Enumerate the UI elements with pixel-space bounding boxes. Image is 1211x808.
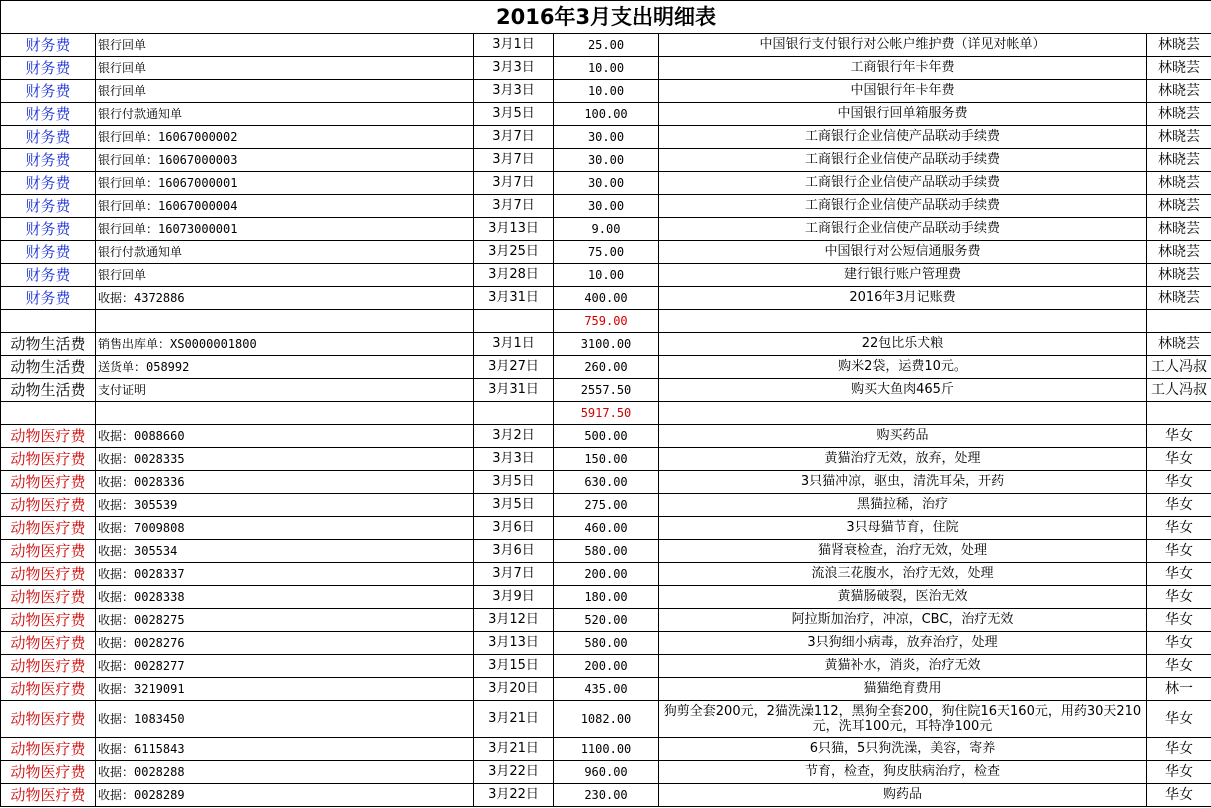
- category-cell[interactable]: 动物生活费: [1, 379, 96, 402]
- date-cell[interactable]: 3月21日: [474, 738, 554, 761]
- description-cell[interactable]: 黄猫补水，消炎，治疗无效: [659, 655, 1147, 678]
- category-cell[interactable]: 动物医疗费: [1, 761, 96, 784]
- category-cell[interactable]: 动物医疗费: [1, 678, 96, 701]
- amount-cell[interactable]: 30.00: [554, 195, 659, 218]
- amount-cell[interactable]: 500.00: [554, 425, 659, 448]
- date-cell[interactable]: 3月2日: [474, 425, 554, 448]
- description-cell[interactable]: 购买药品: [659, 425, 1147, 448]
- date-cell[interactable]: 3月1日: [474, 333, 554, 356]
- person-cell[interactable]: 华女: [1147, 655, 1211, 678]
- category-cell[interactable]: 动物医疗费: [1, 784, 96, 807]
- amount-cell[interactable]: 275.00: [554, 494, 659, 517]
- empty-cell[interactable]: [1, 402, 96, 425]
- date-cell[interactable]: 3月31日: [474, 287, 554, 310]
- date-cell[interactable]: 3月28日: [474, 264, 554, 287]
- amount-cell[interactable]: 30.00: [554, 126, 659, 149]
- description-cell[interactable]: 黑猫拉稀，治疗: [659, 494, 1147, 517]
- person-cell[interactable]: 华女: [1147, 738, 1211, 761]
- table-row: [1, 287, 1211, 310]
- category-cell[interactable]: 动物医疗费: [1, 494, 96, 517]
- category-cell[interactable]: 动物医疗费: [1, 448, 96, 471]
- description-cell[interactable]: 流浪三花腹水，治疗无效，处理: [659, 563, 1147, 586]
- description-cell[interactable]: 节育，检查，狗皮肤病治疗，检查: [659, 761, 1147, 784]
- amount-cell[interactable]: 2557.50: [554, 379, 659, 402]
- date-cell[interactable]: 3月21日: [474, 701, 554, 738]
- category-cell[interactable]: 财务费: [1, 57, 96, 80]
- person-cell[interactable]: 林晓芸: [1147, 333, 1211, 356]
- description-cell[interactable]: 工商银行企业信使产品联动手续费: [659, 149, 1147, 172]
- category-cell[interactable]: 财务费: [1, 80, 96, 103]
- category-cell[interactable]: 动物医疗费: [1, 655, 96, 678]
- description-cell[interactable]: 3只母猫节育，住院: [659, 517, 1147, 540]
- empty-cell[interactable]: [659, 402, 1147, 425]
- table-row: [1, 761, 1211, 784]
- date-cell[interactable]: 3月7日: [474, 563, 554, 586]
- person-cell[interactable]: 林晓芸: [1147, 34, 1211, 57]
- date-cell[interactable]: 3月22日: [474, 761, 554, 784]
- category-cell[interactable]: 动物医疗费: [1, 563, 96, 586]
- table-row: [1, 655, 1211, 678]
- person-cell[interactable]: 华女: [1147, 471, 1211, 494]
- empty-cell[interactable]: [1147, 310, 1211, 333]
- description-cell[interactable]: 黄猫治疗无效，放弃，处理: [659, 448, 1147, 471]
- category-cell[interactable]: 动物生活费: [1, 333, 96, 356]
- empty-cell[interactable]: [474, 310, 554, 333]
- description-cell[interactable]: 工商银行年卡年费: [659, 57, 1147, 80]
- category-cell[interactable]: 财务费: [1, 195, 96, 218]
- table-row: [1, 379, 1211, 402]
- document-cell[interactable]: 收据：7009808: [96, 517, 474, 540]
- table-row: [1, 264, 1211, 287]
- amount-cell[interactable]: 630.00: [554, 471, 659, 494]
- date-cell[interactable]: 3月22日: [474, 784, 554, 807]
- amount-cell[interactable]: 230.00: [554, 784, 659, 807]
- document-cell[interactable]: 支付证明: [96, 379, 474, 402]
- finance-subtotal-row: [1, 310, 1211, 333]
- description-cell[interactable]: 工商银行企业信使产品联动手续费: [659, 126, 1147, 149]
- table-row: [1, 241, 1211, 264]
- person-cell[interactable]: 林晓芸: [1147, 287, 1211, 310]
- category-cell[interactable]: 财务费: [1, 264, 96, 287]
- date-cell[interactable]: 3月5日: [474, 494, 554, 517]
- description-cell[interactable]: 3只猫冲凉，驱虫，清洗耳朵，开药: [659, 471, 1147, 494]
- amount-cell[interactable]: 30.00: [554, 172, 659, 195]
- table-row: [1, 784, 1211, 807]
- amount-cell[interactable]: 200.00: [554, 655, 659, 678]
- person-cell[interactable]: 华女: [1147, 586, 1211, 609]
- date-cell[interactable]: 3月13日: [474, 632, 554, 655]
- living-subtotal[interactable]: 5917.50: [554, 402, 659, 425]
- category-cell[interactable]: 财务费: [1, 172, 96, 195]
- person-cell[interactable]: 华女: [1147, 609, 1211, 632]
- description-cell[interactable]: 狗剪全套200元，2猫洗澡112，黑狗全套200，狗住院16天160元，用药30天210元，洗耳100元，耳特净100元: [659, 701, 1147, 738]
- document-cell[interactable]: 销售出库单：XS0000001800: [96, 333, 474, 356]
- table-row: [1, 471, 1211, 494]
- person-cell[interactable]: 华女: [1147, 494, 1211, 517]
- table-row: [1, 563, 1211, 586]
- document-cell[interactable]: 收据：6115843: [96, 738, 474, 761]
- table-row: [1, 218, 1211, 241]
- date-cell[interactable]: 3月3日: [474, 448, 554, 471]
- table-row: [1, 678, 1211, 701]
- category-cell[interactable]: 动物医疗费: [1, 738, 96, 761]
- table-row: [1, 356, 1211, 379]
- date-cell[interactable]: 3月31日: [474, 379, 554, 402]
- date-cell[interactable]: 3月20日: [474, 678, 554, 701]
- description-cell[interactable]: 购买大鱼肉465斤: [659, 379, 1147, 402]
- amount-cell[interactable]: 10.00: [554, 80, 659, 103]
- amount-cell[interactable]: 10.00: [554, 57, 659, 80]
- table-row: [1, 126, 1211, 149]
- empty-cell[interactable]: [1147, 402, 1211, 425]
- document-cell[interactable]: 收据：305539: [96, 494, 474, 517]
- document-cell[interactable]: 收据：1083450: [96, 701, 474, 738]
- person-cell[interactable]: 林晓芸: [1147, 241, 1211, 264]
- document-cell[interactable]: 收据：0088660: [96, 425, 474, 448]
- description-cell[interactable]: 猫肾衰检查，治疗无效，处理: [659, 540, 1147, 563]
- amount-cell[interactable]: 30.00: [554, 149, 659, 172]
- amount-cell[interactable]: 435.00: [554, 678, 659, 701]
- person-cell[interactable]: 华女: [1147, 448, 1211, 471]
- document-cell[interactable]: 收据：305534: [96, 540, 474, 563]
- description-cell[interactable]: 中国银行年卡年费: [659, 80, 1147, 103]
- document-cell[interactable]: 银行回单：16067000002: [96, 126, 474, 149]
- date-cell[interactable]: 3月9日: [474, 586, 554, 609]
- person-cell[interactable]: 华女: [1147, 632, 1211, 655]
- description-cell[interactable]: 黄猫肠破裂，医治无效: [659, 586, 1147, 609]
- amount-cell[interactable]: 100.00: [554, 103, 659, 126]
- document-cell[interactable]: 收据：0028337: [96, 563, 474, 586]
- date-cell[interactable]: 3月6日: [474, 517, 554, 540]
- category-cell[interactable]: 财务费: [1, 287, 96, 310]
- person-cell[interactable]: 华女: [1147, 517, 1211, 540]
- person-cell[interactable]: 林晓芸: [1147, 126, 1211, 149]
- amount-cell[interactable]: 1082.00: [554, 701, 659, 738]
- amount-cell[interactable]: 960.00: [554, 761, 659, 784]
- person-cell[interactable]: 华女: [1147, 784, 1211, 807]
- document-cell[interactable]: 银行回单：16067000003: [96, 149, 474, 172]
- sheet-title: 2016年3月支出明细表: [1, 1, 1211, 34]
- document-cell[interactable]: 银行回单：16067000001: [96, 172, 474, 195]
- person-cell[interactable]: 林晓芸: [1147, 172, 1211, 195]
- description-cell[interactable]: 购米2袋，运费10元。: [659, 356, 1147, 379]
- amount-cell[interactable]: 75.00: [554, 241, 659, 264]
- amount-cell[interactable]: 25.00: [554, 34, 659, 57]
- person-cell[interactable]: 林晓芸: [1147, 103, 1211, 126]
- document-cell[interactable]: 银行回单: [96, 264, 474, 287]
- person-cell[interactable]: 林晓芸: [1147, 264, 1211, 287]
- amount-cell[interactable]: 400.00: [554, 287, 659, 310]
- person-cell[interactable]: 工人冯叔: [1147, 379, 1211, 402]
- category-cell[interactable]: 财务费: [1, 126, 96, 149]
- person-cell[interactable]: 华女: [1147, 563, 1211, 586]
- amount-cell[interactable]: 1100.00: [554, 738, 659, 761]
- description-cell[interactable]: 工商银行企业信使产品联动手续费: [659, 218, 1147, 241]
- document-cell[interactable]: 收据：0028338: [96, 586, 474, 609]
- document-cell[interactable]: 银行回单: [96, 57, 474, 80]
- description-cell[interactable]: 中国银行支付银行对公帐户维护费（详见对帐单）: [659, 34, 1147, 57]
- description-cell[interactable]: 3只狗细小病毒，放弃治疗，处理: [659, 632, 1147, 655]
- person-cell[interactable]: 工人冯叔: [1147, 356, 1211, 379]
- empty-cell[interactable]: [474, 402, 554, 425]
- category-cell[interactable]: 动物医疗费: [1, 425, 96, 448]
- amount-cell[interactable]: 520.00: [554, 609, 659, 632]
- person-cell[interactable]: 林晓芸: [1147, 195, 1211, 218]
- person-cell[interactable]: 林晓芸: [1147, 57, 1211, 80]
- person-cell[interactable]: 华女: [1147, 425, 1211, 448]
- description-cell[interactable]: 22包比乐犬粮: [659, 333, 1147, 356]
- category-cell[interactable]: 动物医疗费: [1, 701, 96, 738]
- sheet-body: [1, 1, 1211, 807]
- amount-cell[interactable]: 9.00: [554, 218, 659, 241]
- living-subtotal-row: [1, 402, 1211, 425]
- document-cell[interactable]: 收据：0028275: [96, 609, 474, 632]
- table-row: [1, 80, 1211, 103]
- amount-cell[interactable]: 580.00: [554, 632, 659, 655]
- date-cell[interactable]: 3月7日: [474, 172, 554, 195]
- person-cell[interactable]: 林晓芸: [1147, 149, 1211, 172]
- document-cell[interactable]: 银行回单：16073000001: [96, 218, 474, 241]
- document-cell[interactable]: 银行回单: [96, 80, 474, 103]
- date-cell[interactable]: 3月3日: [474, 80, 554, 103]
- category-cell[interactable]: 动物医疗费: [1, 517, 96, 540]
- table-row: [1, 586, 1211, 609]
- date-cell[interactable]: 3月7日: [474, 195, 554, 218]
- category-cell[interactable]: 财务费: [1, 149, 96, 172]
- description-cell[interactable]: 猫猫绝育费用: [659, 678, 1147, 701]
- category-cell[interactable]: 动物医疗费: [1, 609, 96, 632]
- date-cell[interactable]: 3月12日: [474, 609, 554, 632]
- description-cell[interactable]: 阿拉斯加治疗，冲凉，CBC，治疗无效: [659, 609, 1147, 632]
- category-cell[interactable]: 动物医疗费: [1, 471, 96, 494]
- empty-cell[interactable]: [96, 402, 474, 425]
- title-row: [1, 1, 1211, 34]
- table-row: [1, 632, 1211, 655]
- document-cell[interactable]: 送货单：058992: [96, 356, 474, 379]
- description-cell[interactable]: 6只猫，5只狗洗澡，美容，寄养: [659, 738, 1147, 761]
- category-cell[interactable]: 财务费: [1, 218, 96, 241]
- document-cell[interactable]: 收据：0028289: [96, 784, 474, 807]
- person-cell[interactable]: 林晓芸: [1147, 218, 1211, 241]
- amount-cell[interactable]: 10.00: [554, 264, 659, 287]
- table-row: [1, 738, 1211, 761]
- date-cell[interactable]: 3月25日: [474, 241, 554, 264]
- table-row: [1, 195, 1211, 218]
- description-cell[interactable]: 购药品: [659, 784, 1147, 807]
- amount-cell[interactable]: 3100.00: [554, 333, 659, 356]
- document-cell[interactable]: 收据：4372886: [96, 287, 474, 310]
- document-cell[interactable]: 银行回单: [96, 34, 474, 57]
- description-cell[interactable]: 工商银行企业信使产品联动手续费: [659, 172, 1147, 195]
- document-cell[interactable]: 银行付款通知单: [96, 241, 474, 264]
- document-cell[interactable]: 收据：0028336: [96, 471, 474, 494]
- empty-cell[interactable]: [1, 310, 96, 333]
- table-row: [1, 425, 1211, 448]
- category-cell[interactable]: 动物生活费: [1, 356, 96, 379]
- table-row: [1, 540, 1211, 563]
- amount-cell[interactable]: 150.00: [554, 448, 659, 471]
- table-row: [1, 609, 1211, 632]
- description-cell[interactable]: 中国银行对公短信通服务费: [659, 241, 1147, 264]
- finance-subtotal[interactable]: 759.00: [554, 310, 659, 333]
- table-row: [1, 34, 1211, 57]
- document-cell[interactable]: 收据：0028277: [96, 655, 474, 678]
- document-cell[interactable]: 收据：0028288: [96, 761, 474, 784]
- person-cell[interactable]: 林晓芸: [1147, 80, 1211, 103]
- document-cell[interactable]: 银行回单：16067000004: [96, 195, 474, 218]
- date-cell[interactable]: 3月13日: [474, 218, 554, 241]
- empty-cell[interactable]: [659, 310, 1147, 333]
- category-cell[interactable]: 动物医疗费: [1, 540, 96, 563]
- category-cell[interactable]: 财务费: [1, 34, 96, 57]
- amount-cell[interactable]: 260.00: [554, 356, 659, 379]
- person-cell[interactable]: 华女: [1147, 761, 1211, 784]
- date-cell[interactable]: 3月27日: [474, 356, 554, 379]
- date-cell[interactable]: 3月1日: [474, 34, 554, 57]
- description-cell[interactable]: 建行银行账户管理费: [659, 264, 1147, 287]
- amount-cell[interactable]: 200.00: [554, 563, 659, 586]
- amount-cell[interactable]: 180.00: [554, 586, 659, 609]
- table-row: [1, 448, 1211, 471]
- category-cell[interactable]: 动物医疗费: [1, 632, 96, 655]
- table-row: [1, 57, 1211, 80]
- document-cell[interactable]: 收据：3219091: [96, 678, 474, 701]
- person-cell[interactable]: 林一: [1147, 678, 1211, 701]
- category-cell[interactable]: 财务费: [1, 103, 96, 126]
- table-row: [1, 149, 1211, 172]
- document-cell[interactable]: 收据：0028276: [96, 632, 474, 655]
- date-cell[interactable]: 3月7日: [474, 126, 554, 149]
- person-cell[interactable]: 华女: [1147, 701, 1211, 738]
- table-row: [1, 333, 1211, 356]
- category-cell[interactable]: 财务费: [1, 241, 96, 264]
- category-cell[interactable]: 动物医疗费: [1, 586, 96, 609]
- document-cell[interactable]: 银行付款通知单: [96, 103, 474, 126]
- person-cell[interactable]: 华女: [1147, 540, 1211, 563]
- date-cell[interactable]: 3月15日: [474, 655, 554, 678]
- description-cell[interactable]: 工商银行企业信使产品联动手续费: [659, 195, 1147, 218]
- table-row: [1, 103, 1211, 126]
- date-cell[interactable]: 3月5日: [474, 471, 554, 494]
- table-row: [1, 494, 1211, 517]
- table-row: [1, 172, 1211, 195]
- table-row: [1, 517, 1211, 540]
- document-cell[interactable]: 收据：0028335: [96, 448, 474, 471]
- amount-cell[interactable]: 460.00: [554, 517, 659, 540]
- date-cell[interactable]: 3月5日: [474, 103, 554, 126]
- amount-cell[interactable]: 580.00: [554, 540, 659, 563]
- date-cell[interactable]: 3月7日: [474, 149, 554, 172]
- empty-cell[interactable]: [96, 310, 474, 333]
- description-cell[interactable]: 中国银行回单箱服务费: [659, 103, 1147, 126]
- table-row: [1, 701, 1211, 738]
- date-cell[interactable]: 3月6日: [474, 540, 554, 563]
- date-cell[interactable]: 3月3日: [474, 57, 554, 80]
- description-cell[interactable]: 2016年3月记账费: [659, 287, 1147, 310]
